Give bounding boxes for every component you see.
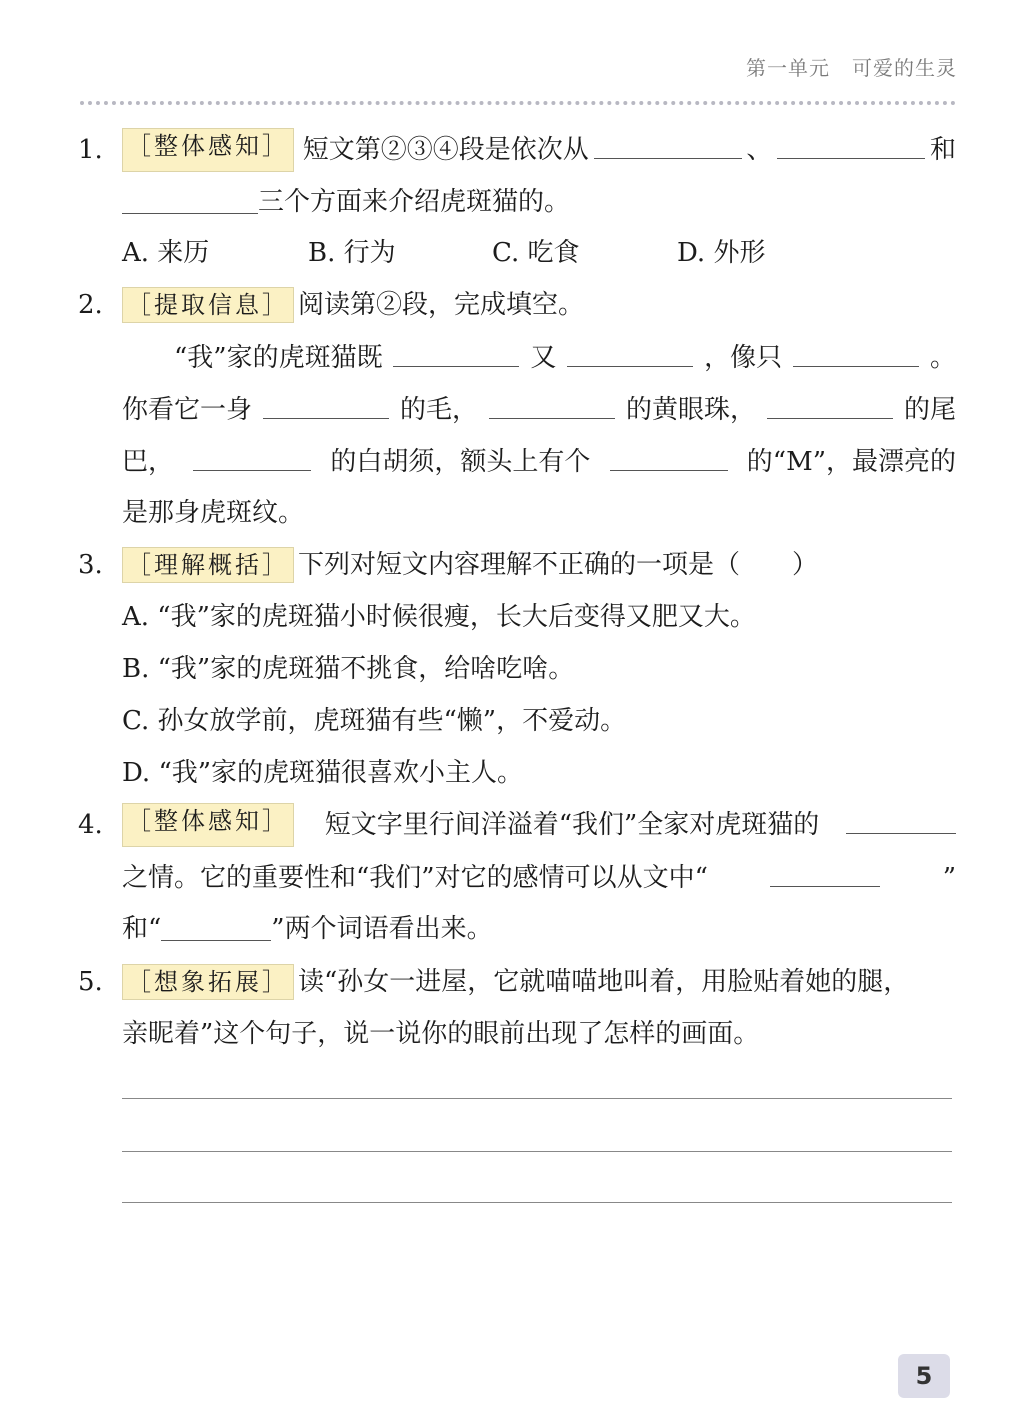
q2-tag: ［提取信息］ [122, 287, 294, 323]
q1-option-c[interactable]: C. 吃食 [492, 238, 580, 268]
q4-blank-3[interactable] [161, 910, 271, 941]
q2-text: 阅读第②段，完成填空。 [298, 290, 585, 320]
q1-blank-1[interactable] [594, 128, 742, 159]
q4-number: 4. [78, 810, 103, 840]
q1-option-b[interactable]: B. 行为 [308, 238, 396, 268]
q4-line1 [78, 803, 956, 847]
unit-title: 可爱的生灵 [852, 56, 957, 80]
q3-option-c[interactable] [122, 699, 956, 743]
answer-line-1[interactable] [122, 1098, 952, 1099]
q5-l2: 亲昵着”这个句子，说一说你的眼前出现了怎样的画面。 [122, 1019, 760, 1049]
q2-blank-6[interactable] [767, 388, 893, 419]
q2-blank-2[interactable] [567, 336, 693, 367]
q4-blank-1[interactable] [846, 803, 956, 834]
page-number: 5 [898, 1354, 950, 1398]
q1-blank-3[interactable] [122, 183, 258, 214]
q2-blank-3[interactable] [793, 336, 919, 367]
q4-line3 [122, 907, 956, 951]
q3-option-d-text: D. “我”家的虎斑猫很喜欢小主人。 [122, 758, 524, 788]
q3-option-a-text: A. “我”家的虎斑猫小时候很瘦，长大后变得又肥又大。 [122, 602, 756, 632]
q2-number: 2. [78, 290, 103, 320]
q2-l3c: 的“M”，最漂亮的 [746, 447, 956, 477]
q2-l3b: 的白胡须，额头上有个 [330, 447, 591, 477]
q3-option-b[interactable] [122, 647, 956, 691]
q4-l2a: 之情。它的重要性和“我们”对它的感情可以从文中“ [122, 863, 708, 893]
q4-l3a: 和“ [122, 914, 162, 944]
q1-option-d[interactable]: D. 外形 [677, 238, 766, 268]
q5-line1 [78, 960, 956, 1004]
q1-text2: 三个方面来介绍虎斑猫的。 [258, 187, 571, 217]
page-header [746, 52, 957, 81]
q2-l4: 是那身虎斑纹。 [122, 498, 305, 528]
q1-text1: 短文第②③④段是依次从 [302, 135, 589, 165]
q4-blank-2[interactable] [770, 856, 880, 887]
q4-l3b: ”两个词语看出来。 [271, 914, 493, 944]
q4-l2b: ” [942, 863, 956, 893]
q2-line1 [78, 283, 956, 327]
q5-number: 5. [78, 967, 103, 997]
q1-sep2: 和 [929, 135, 956, 165]
q2-blank-8[interactable] [610, 440, 728, 471]
q1-line1 [78, 128, 956, 172]
q3-option-a[interactable] [122, 595, 956, 639]
q1-number: 1. [78, 135, 103, 165]
q3-number: 3. [78, 550, 103, 580]
q2-l2c: 的黄眼珠， [625, 395, 756, 425]
q5-l1: 读“孙女一进屋，它就喵喵地叫着，用脸贴着她的腿， [298, 967, 910, 997]
answer-line-2[interactable] [122, 1151, 952, 1152]
q2-l1d: 。 [929, 343, 956, 373]
q3-option-c-text: C. 孙女放学前，虎斑猫有些“懒”，不爱动。 [122, 706, 627, 736]
q1-sep1: 、 [746, 135, 773, 165]
q3-option-b-text: B. “我”家的虎斑猫不挑食，给啥吃啥。 [122, 654, 575, 684]
q1-options [122, 231, 956, 275]
q2-fill-line2 [122, 388, 956, 432]
q2-blank-7[interactable] [193, 440, 311, 471]
q4-line2 [122, 856, 956, 900]
q4-tag: ［整体感知］ [122, 803, 294, 847]
q1-tag: ［整体感知］ [122, 128, 294, 172]
q2-l3a: 巴， [122, 447, 175, 477]
q3-tag: ［理解概括］ [122, 547, 294, 583]
q2-l1a: “我”家的虎斑猫既 [174, 343, 383, 373]
q5-line2 [122, 1012, 956, 1056]
q4-l1: 短文字里行间洋溢着“我们”全家对虎斑猫的 [324, 810, 820, 840]
q2-l2a: 你看它一身 [122, 395, 253, 425]
q2-blank-5[interactable] [489, 388, 615, 419]
unit-label: 第一单元 [746, 56, 830, 80]
q3-text: 下列对短文内容理解不正确的一项是（ ） [298, 550, 819, 580]
q2-fill-line1 [174, 336, 956, 380]
answer-line-3[interactable] [122, 1202, 952, 1203]
q2-l1b: 又 [530, 343, 557, 373]
q2-fill-line4 [122, 491, 956, 535]
q2-blank-4[interactable] [263, 388, 389, 419]
q2-l1c: ，像只 [704, 343, 783, 373]
q5-tag: ［想象拓展］ [122, 964, 294, 1000]
q1-option-a[interactable]: A. 来历 [122, 238, 210, 268]
dotted-divider [80, 101, 956, 105]
q2-l2d: 的尾 [903, 395, 956, 425]
q1-line2 [122, 180, 956, 224]
q3-option-d[interactable] [122, 751, 956, 795]
q2-blank-1[interactable] [393, 336, 519, 367]
q3-line1 [78, 543, 956, 587]
q1-blank-2[interactable] [777, 128, 925, 159]
q2-l2b: 的毛， [399, 395, 478, 425]
q2-fill-line3 [122, 440, 956, 484]
